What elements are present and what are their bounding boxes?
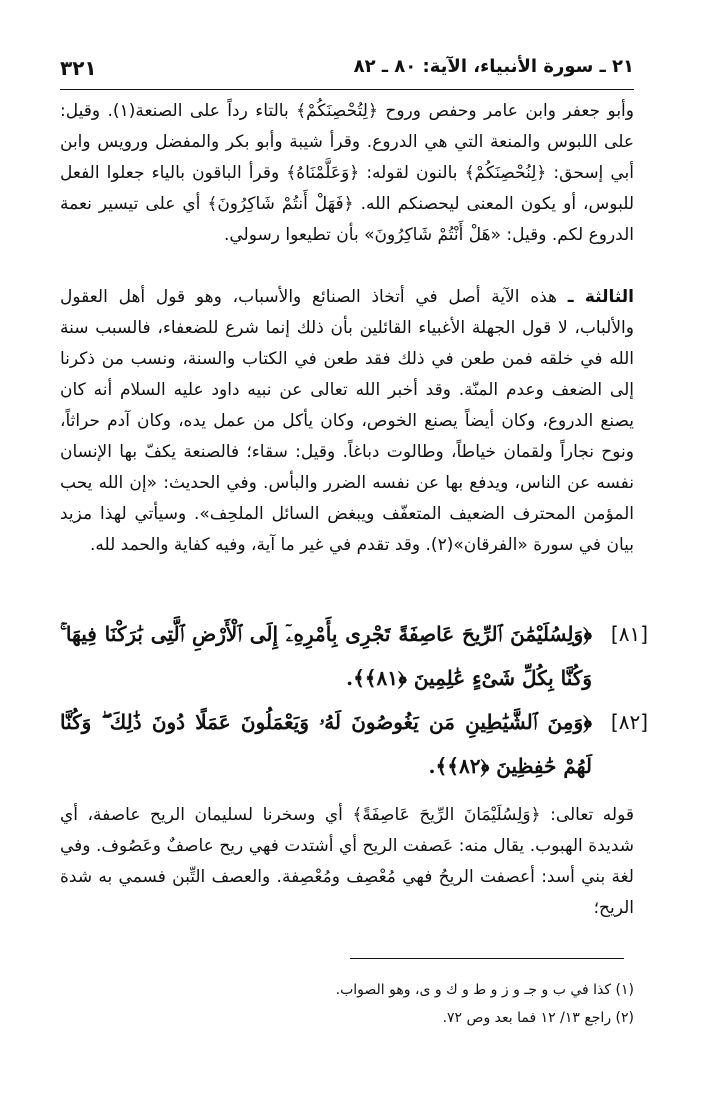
footnote-1: (١) كذا في ب و جـ و ز و ط و ك و ى، وهو الصواب. [335,982,634,998]
footnote-rule [350,958,624,959]
footnote-2: (٢) راجع ١٣/ ١٢ فما بعد وص ٧٢. [442,1010,634,1026]
section-label: الثالثة ـ [567,287,634,307]
paragraph-third-text: هذه الآية أصل في أتخاذ الصنائع والأسباب، وهو قول أهل العقول والألباب، لا قول الجهلة الأغبياء القائلين بأن ذلك إنما شرع للضعفاء، فالسبب سنة الله في خلقه فمن طعن في ذلك فقد طعن في الكتاب والسنة، ونسب من ذكرنا إلى الضعف وعدم المنّة. وقد أخبر الله تعالى عن نبيه داود عليه السلام أنه كان يصنع الدروع، وكان أيضاً يصنع الخوص، وكان يأكل من عمل يده، وكان آدم حراثاً، ونوح نجاراً ولقمان خياطاً، وطالوت دباغاً. وقيل: سقاء؛ فالصنعة يكفّ بها الإنسان نفسه عن الناس، ويدفع بها عن نفسه الضرر والبأس. وفي الحديث: «إن الله يحب المؤمن المحترف الضعيف المتعفّف ويبغض السائل الملحِف». وسيأتي لهذا مزيد بيان في سورة «الفرقان»(٢). وقد تقدم في غير ما آية، وفيه كفاية والحمد لله. [60,287,634,555]
running-title: ٢١ ـ سورة الأنبياء، الآية: ٨٠ ـ ٨٢ [353,56,634,77]
verse-text: ﴿وَمِنَ ٱلشَّيَٰطِينِ مَن يَغُوصُونَ لَهُۥ وَيَعْمَلُونَ عَمَلًا دُونَ ذَٰلِكَ ۖ وَكُنَّا لَهُمْ حَٰفِظِينَ ﴿٨٢﴾﴾. [60,710,592,778]
paragraph-third-point [60,282,634,561]
verse-81 [60,612,648,700]
running-header [60,56,634,86]
header-rule [60,89,634,90]
paragraph-commentary-2: قوله تعالى: ﴿وَلِسُلَيْمَانَ الرِّيحَ عَاصِفَةً﴾ أي وسخرنا لسليمان الريح عاصفة، أي شديدة الهبوب. يقال منه: عَصفت الريح أي أشتدت فهي ريح عاصفٌ وعَصُوف. وفي لغة بني أسد: أعصفت الريحُ فهي مُعْصِف ومُعْصِفة. والعصف التِّبن فسمي به شدة الريح؛ [60,805,634,918]
verse-number: [٨٢] [610,710,648,734]
paragraph-commentary-1: وأبو جعفر وابن عامر وحفص وروح ﴿لِتُحْصِنَكُمْ﴾ بالتاء رداً على الصنعة(١). وقيل: على اللبوس والمنعة التي هي الدروع. وقرأ شيبة وأبو بكر والمفضل ورويس وابن أبي إسحق: ﴿لِنُحْصِنَكُمْ﴾ بالنون لقوله: ﴿وَعَلَّمْنَاهُ﴾ وقرأ الباقون بالياء جعلوا الفعل للبوس، أو يكون المعنى ليحصنكم الله. ﴿فَهَلْ أَنتُمْ شَاكِرُونَ﴾ أي على تيسير نعمة الدروع لكم. وقيل: «هَلْ أَنْتُمْ شَاكِرُونَ» بأن تطيعوا رسولي. [60,101,634,245]
page-number: ٣٢١ [60,56,97,80]
verse-text: ﴿وَلِسُلَيْمَٰنَ ٱلرِّيحَ عَاصِفَةً تَجْرِى بِأَمْرِهِۦٓ إِلَى ٱلْأَرْضِ ٱلَّتِى بَٰرَكْنَا فِيهَا ۚ وَكُنَّا بِكُلِّ شَىْءٍ عَٰلِمِينَ ﴿٨١﴾﴾. [60,622,592,690]
verse-82 [60,700,648,788]
verse-number: [٨١] [610,622,648,646]
